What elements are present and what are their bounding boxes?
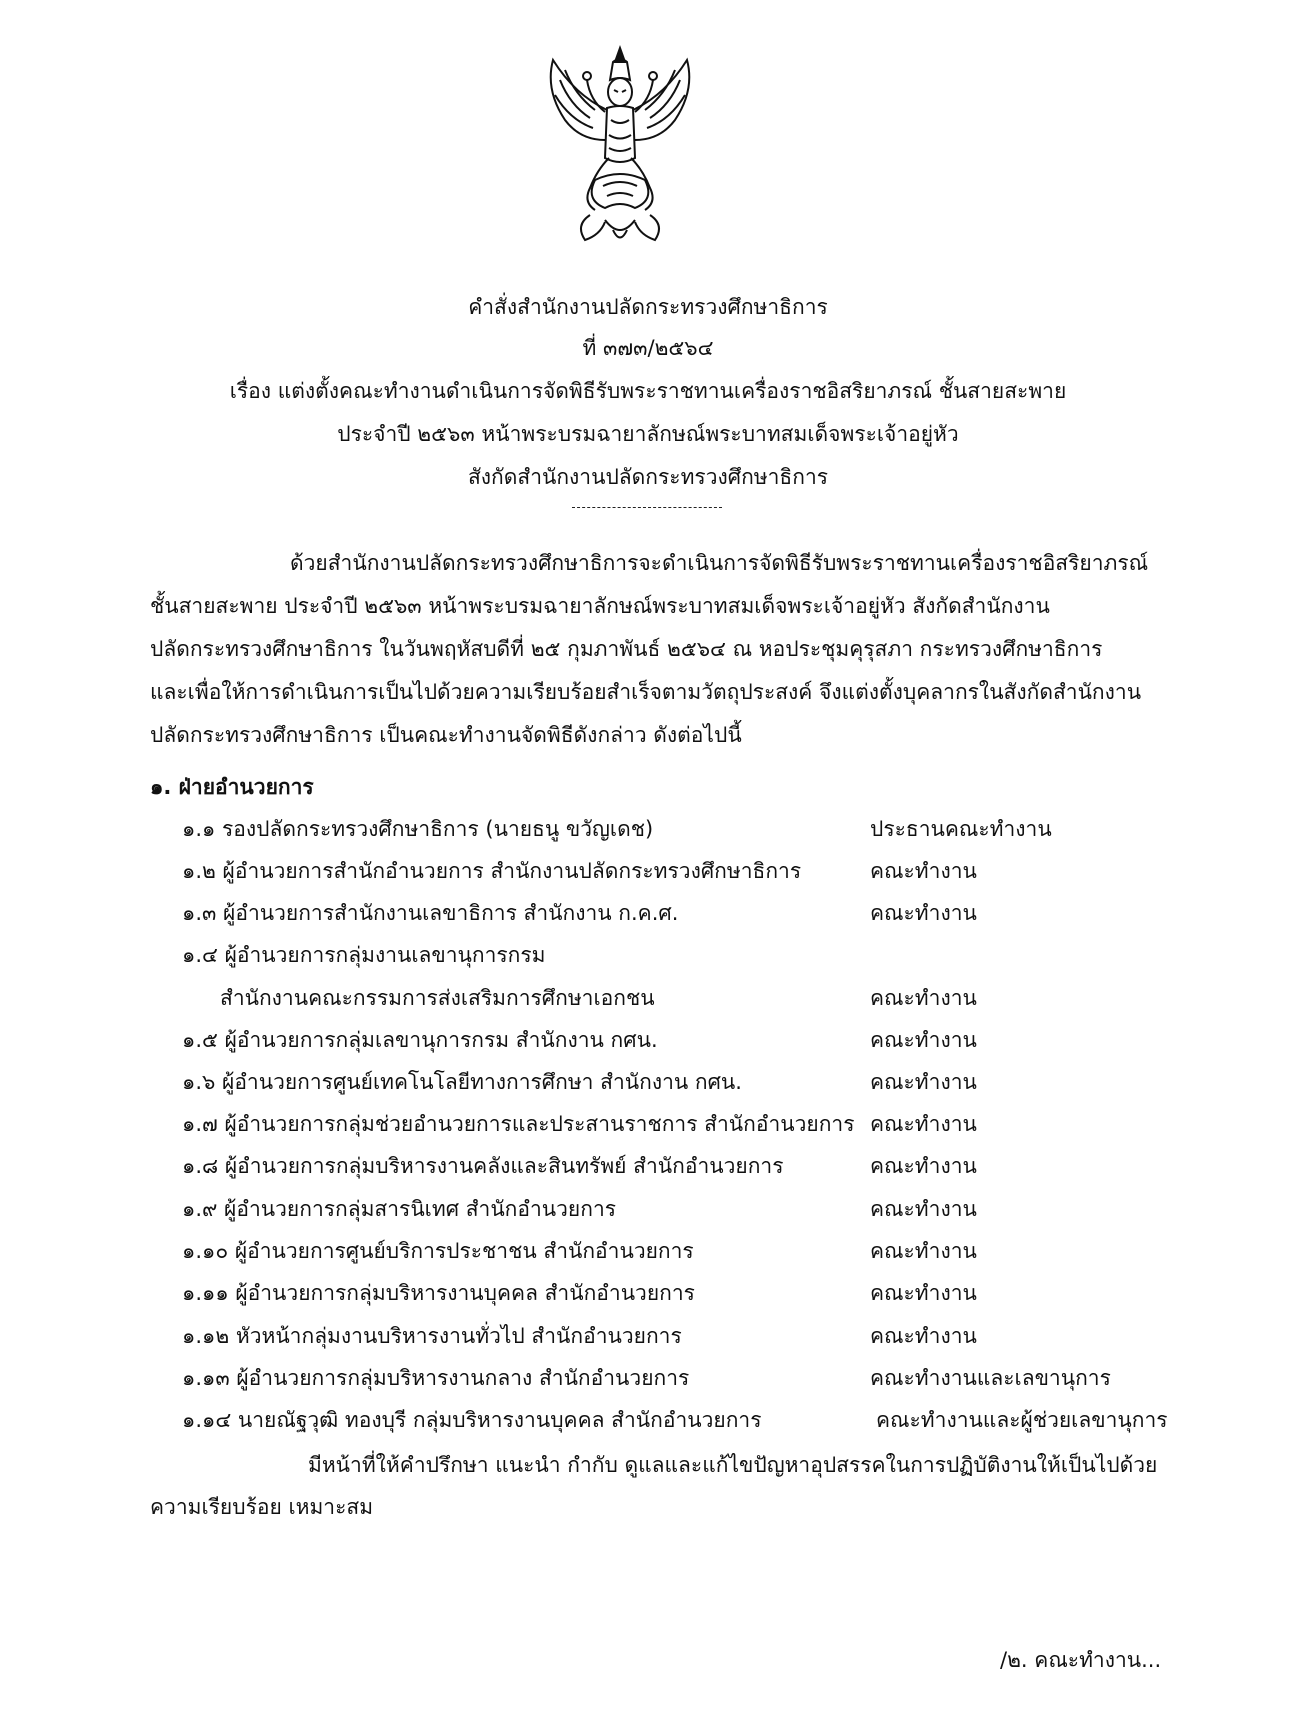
item-role: คณะทำงาน bbox=[870, 901, 977, 925]
item-role: คณะทำงาน bbox=[870, 859, 977, 883]
item-role: คณะทำงานและผู้ช่วยเลขานุการ bbox=[876, 1408, 1168, 1432]
item-text: ๑.๓ ผู้อำนวยการสำนักงานเลขาธิการ สำนักงาน ก.ค.ศ. bbox=[182, 901, 679, 925]
list-item bbox=[182, 1109, 1182, 1141]
item-text: ๑.๙ ผู้อำนวยการกลุ่มสารนิเทศ สำนักอำนวยการ bbox=[182, 1197, 617, 1221]
item-text: ๑.๕ ผู้อำนวยการกลุ่มเลขานุการกรม สำนักงาน กศน. bbox=[182, 1028, 658, 1052]
order-title: คำสั่งสำนักงานปลัดกระทรวงศึกษาธิการ bbox=[468, 295, 828, 319]
list-item bbox=[182, 940, 1182, 972]
list-item bbox=[182, 814, 1182, 846]
item-text: ๑.๑๔ นายณัฐวุฒิ ทองบุรี กลุ่มบริหารงานบุคคล สำนักอำนวยการ bbox=[182, 1408, 762, 1432]
item-role: คณะทำงาน bbox=[870, 1239, 977, 1263]
order-subject-line-1: เรื่อง แต่งตั้งคณะทำงานดำเนินการจัดพิธีรับพระราชทานเครื่องราชอิสริยาภรณ์ ชั้นสายสะพาย bbox=[229, 379, 1067, 403]
item-role: คณะทำงาน bbox=[870, 1028, 977, 1052]
list-item bbox=[182, 1236, 1182, 1268]
item-role: คณะทำงาน bbox=[870, 1197, 977, 1221]
item-text: ๑.๑๑ ผู้อำนวยการกลุ่มบริหารงานบุคคล สำนักอำนวยการ bbox=[182, 1281, 695, 1305]
list-item bbox=[182, 1278, 1182, 1310]
item-text: ๑.๔ ผู้อำนวยการกลุ่มงานเลขานุการกรม bbox=[182, 943, 546, 967]
item-role: คณะทำงานและเลขานุการ bbox=[870, 1366, 1111, 1390]
item-role: ประธานคณะทำงาน bbox=[870, 817, 1052, 841]
list-item bbox=[182, 1067, 1182, 1099]
list-item bbox=[182, 1405, 1182, 1437]
item-role: คณะทำงาน bbox=[870, 1070, 977, 1094]
intro-line-2: ชั้นสายสะพาย ประจำปี ๒๕๖๓ หน้าพระบรมฉายาลักษณ์พระบาทสมเด็จพระเจ้าอยู่หัว สังกัดสำนักงาน bbox=[150, 594, 1050, 618]
list-item bbox=[182, 1151, 1182, 1183]
order-number: ที่ ๓๗๓/๒๕๖๔ bbox=[582, 336, 714, 360]
garuda-emblem-icon bbox=[535, 40, 705, 250]
intro-line-5: ปลัดกระทรวงศึกษาธิการ เป็นคณะทำงานจัดพิธีดังกล่าว ดังต่อไปนี้ bbox=[150, 723, 742, 747]
intro-line-1: ด้วยสำนักงานปลัดกระทรวงศึกษาธิการจะดำเนินการจัดพิธีรับพระราชทานเครื่องราชอิสริยาภรณ์ bbox=[290, 551, 1149, 575]
order-subject-line-3: สังกัดสำนักงานปลัดกระทรวงศึกษาธิการ bbox=[467, 465, 829, 489]
item-text: ๑.๑๐ ผู้อำนวยการศูนย์บริการประชาชน สำนักอำนวยการ bbox=[182, 1239, 694, 1263]
item-text: ๑.๗ ผู้อำนวยการกลุ่มช่วยอำนวยการและประสานราชการ สำนักอำนวยการ bbox=[182, 1112, 855, 1136]
item-text: ๑.๒ ผู้อำนวยการสำนักอำนวยการ สำนักงานปลัดกระทรวงศึกษาธิการ bbox=[182, 859, 802, 883]
item-text: สำนักงานคณะกรรมการส่งเสริมการศึกษาเอกชน bbox=[220, 986, 655, 1010]
item-text: ๑.๑ รองปลัดกระทรวงศึกษาธิการ (นายธนู ขวัญเดช) bbox=[182, 817, 654, 841]
item-role: คณะทำงาน bbox=[870, 1281, 977, 1305]
list-item bbox=[182, 983, 1182, 1015]
order-subject-line-2: ประจำปี ๒๕๖๓ หน้าพระบรมฉายาลักษณ์พระบาทสมเด็จพระเจ้าอยู่หัว bbox=[337, 422, 959, 446]
list-item bbox=[182, 856, 1182, 888]
item-text: ๑.๑๒ หัวหน้ากลุ่มงานบริหารงานทั่วไป สำนักอำนวยการ bbox=[182, 1324, 682, 1348]
list-item bbox=[182, 1363, 1182, 1395]
list-item bbox=[182, 1025, 1182, 1057]
continuation-marker: /๒. คณะทำงาน... bbox=[1000, 1648, 1162, 1672]
section-heading: ๑. ฝ่ายอำนวยการ bbox=[150, 775, 314, 799]
item-text: ๑.๖ ผู้อำนวยการศูนย์เทคโนโลยีทางการศึกษา สำนักงาน กศน. bbox=[182, 1070, 742, 1094]
list-item bbox=[182, 1321, 1182, 1353]
item-text: ๑.๘ ผู้อำนวยการกลุ่มบริหารงานคลังและสินทรัพย์ สำนักอำนวยการ bbox=[182, 1154, 784, 1178]
list-item bbox=[182, 1194, 1182, 1226]
intro-line-3: ปลัดกระทรวงศึกษาธิการ ในวันพฤหัสบดีที่ ๒๕ กุมภาพันธ์ ๒๕๖๔ ณ หอประชุมคุรุสภา กระทรวงศึกษาธิการ bbox=[150, 637, 1103, 661]
intro-line-4: และเพื่อให้การดำเนินการเป็นไปด้วยความเรียบร้อยสำเร็จตามวัตถุประสงค์ จึงแต่งตั้งบุคลากรในสังกัดสำนักงาน bbox=[150, 680, 1142, 704]
duty-line-1: มีหน้าที่ให้คำปรึกษา แนะนำ กำกับ ดูแลและแก้ไขปัญหาอุปสรรคในการปฏิบัติงานให้เป็นไปด้วย bbox=[308, 1453, 1158, 1477]
item-role: คณะทำงาน bbox=[870, 1154, 977, 1178]
item-role: คณะทำงาน bbox=[870, 1112, 977, 1136]
item-text: ๑.๑๓ ผู้อำนวยการกลุ่มบริหารงานกลาง สำนักอำนวยการ bbox=[182, 1366, 690, 1390]
duty-line-2: ความเรียบร้อย เหมาะสม bbox=[150, 1495, 374, 1519]
item-role: คณะทำงาน bbox=[870, 1324, 977, 1348]
list-item bbox=[182, 898, 1182, 930]
item-role: คณะทำงาน bbox=[870, 986, 977, 1010]
header-divider bbox=[572, 507, 722, 508]
